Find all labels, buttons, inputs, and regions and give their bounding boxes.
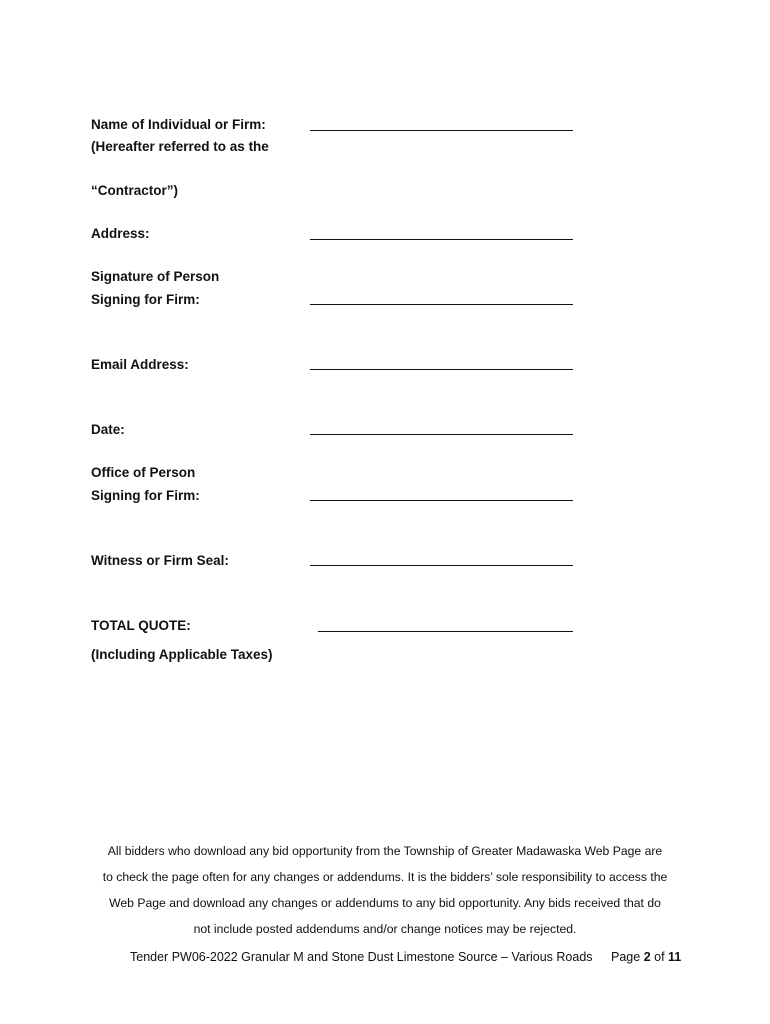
notice-line-1: All bidders who download any bid opportunity from the Township of Greater Madawaska Web Page are (107, 844, 663, 858)
address-field-line[interactable] (310, 239, 573, 240)
notice-line-2: to check the page often for any changes or addendums. It is the bidders’ sole responsibility to access the (102, 870, 668, 884)
total-quote-field-line[interactable] (318, 631, 573, 632)
office-field-line[interactable] (310, 500, 573, 501)
name-field-line[interactable] (310, 130, 573, 131)
office-label-1: Office of Person (91, 465, 196, 480)
page-of: of (654, 950, 665, 964)
email-field-line[interactable] (310, 369, 573, 370)
witness-field-line[interactable] (310, 565, 573, 566)
date-label: Date: (91, 422, 125, 437)
date-field-line[interactable] (310, 434, 573, 435)
name-label: Name of Individual or Firm: (91, 117, 266, 132)
notice-line-3: Web Page and download any changes or addendums to any bid opportunity. Any bids received that do (109, 896, 661, 910)
signature-label-2: Signing for Firm: (91, 292, 200, 307)
footer-page-number (611, 949, 681, 965)
page-prefix: Page (611, 950, 641, 964)
page-total: 11 (668, 950, 682, 964)
email-label: Email Address: (91, 357, 189, 372)
total-quote-label: TOTAL QUOTE: (91, 618, 191, 633)
notice-line-4: not include posted addendums and/or change notices may be rejected. (193, 922, 577, 936)
signature-field-line[interactable] (310, 304, 573, 305)
witness-label: Witness or Firm Seal: (91, 553, 229, 568)
total-quote-sublabel: (Including Applicable Taxes) (91, 647, 273, 662)
addendum-notice (70, 838, 700, 942)
address-label: Address: (91, 226, 150, 241)
name-sublabel-2: “Contractor”) (91, 183, 178, 198)
signature-label-1: Signature of Person (91, 269, 220, 284)
name-sublabel-1: (Hereafter referred to as the (91, 139, 269, 154)
footer-tender-title: Tender PW06-2022 Granular M and Stone Dust Limestone Source – Various Roads (130, 950, 593, 964)
office-label-2: Signing for Firm: (91, 488, 200, 503)
page-current: 2 (643, 950, 651, 964)
